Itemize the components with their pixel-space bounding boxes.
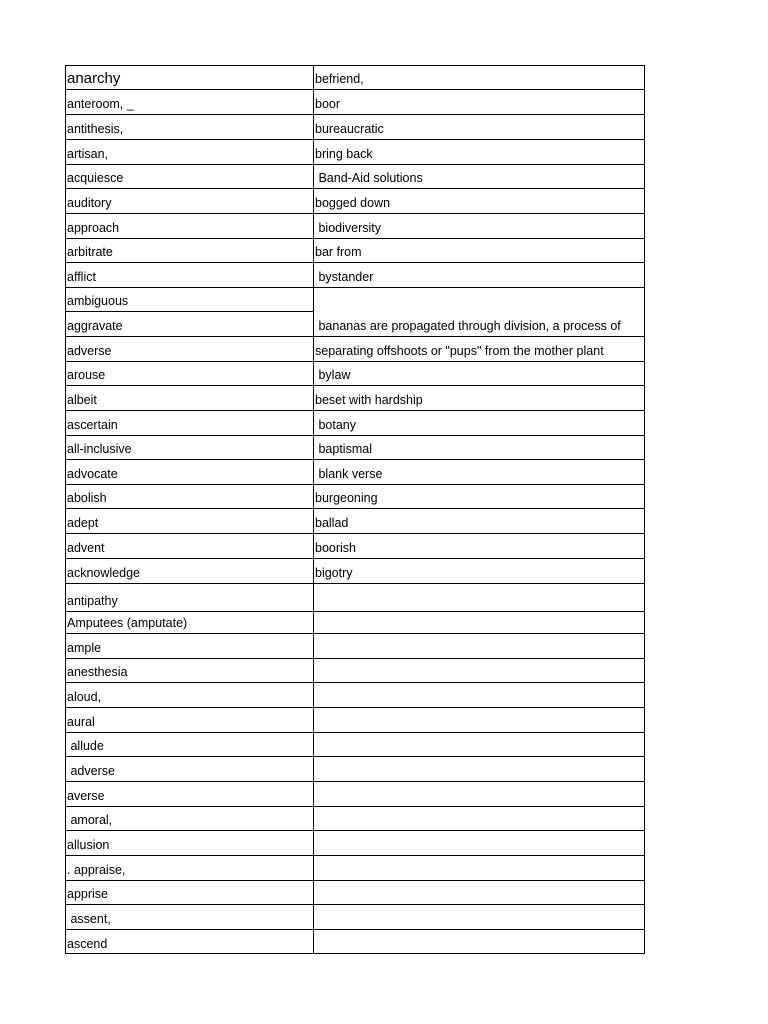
- table-cell-left: [65, 311, 313, 336]
- table-cell-left-text: adverse: [67, 763, 115, 778]
- table-cell-right: [313, 484, 645, 508]
- table-cell-right-text: bar from: [315, 244, 362, 259]
- table-cell-right: [313, 336, 645, 361]
- table-cell-right-text: bigotry: [315, 565, 353, 580]
- table-cell-left-text: ambiguous: [67, 293, 129, 308]
- table-cell-left-text: aural: [67, 714, 95, 729]
- table-cell-left: [65, 385, 313, 410]
- table-right-border: [644, 65, 645, 954]
- table-cell-left-text: abolish: [67, 490, 107, 505]
- table-cell-left: [65, 633, 313, 658]
- table-cell-left-text: all-inclusive: [67, 441, 132, 456]
- table-cell-right-empty: [313, 806, 645, 830]
- table-cell-right: [313, 410, 645, 435]
- table-cell-left: [65, 830, 313, 855]
- table-cell-right-text: biodiversity: [315, 220, 381, 235]
- table-cell-right-empty: [313, 929, 645, 954]
- table-cell-right: [313, 459, 645, 484]
- table-cell-right-empty: [313, 830, 645, 855]
- table-cell-left: [65, 410, 313, 435]
- table-cell-right-empty: [313, 732, 645, 756]
- table-cell-left-text: arouse: [67, 367, 106, 382]
- table-cell-right-empty: [313, 682, 645, 707]
- table-cell-left-text: antithesis,: [67, 121, 124, 136]
- table-cell-right-text: boor: [315, 96, 341, 111]
- table-cell-left-text: approach: [67, 220, 120, 235]
- table-cell-left: [65, 508, 313, 533]
- table-cell-right: [313, 435, 645, 459]
- table-cell-right-empty: [313, 756, 645, 781]
- table-cell-right-text: bogged down: [315, 195, 391, 210]
- table-cell-right-text: bananas are propagated through division, a process of: [315, 318, 621, 333]
- table-cell-right-empty: [313, 707, 645, 732]
- table-cell-left-text: auditory: [67, 195, 112, 210]
- table-cell-left-text: Amputees (amputate): [67, 615, 188, 630]
- table-cell-left-text: averse: [67, 788, 105, 803]
- table-cell-right-empty: [313, 880, 645, 904]
- table-cell-right-empty: [313, 781, 645, 806]
- table-cell-right: [313, 287, 645, 336]
- table-cell-right-text: botany: [315, 417, 357, 432]
- table-cell-right-text: bureaucratic: [315, 121, 384, 136]
- table-cell-left-text: artisan,: [67, 146, 108, 161]
- table-cell-right: [313, 361, 645, 385]
- table-cell-left: [65, 806, 313, 830]
- table-cell-left: [65, 732, 313, 756]
- table-cell-left-text: anesthesia: [67, 664, 128, 679]
- table-cell-left: [65, 114, 313, 139]
- table-cell-right: [313, 164, 645, 188]
- table-cell-left-text: antipathy: [67, 593, 118, 608]
- table-cell-left-text: aggravate: [67, 318, 123, 333]
- table-cell-right-empty: [313, 611, 645, 633]
- table-cell-left-text: afflict: [67, 269, 96, 284]
- table-cell-right-empty: [313, 904, 645, 929]
- table-cell-right-text: bylaw: [315, 367, 351, 382]
- table-cell-left: [65, 262, 313, 287]
- table-cell-left: [65, 855, 313, 880]
- table-cell-right: [313, 213, 645, 238]
- table-cell-left-text: adverse: [67, 343, 112, 358]
- table-cell-left: [65, 484, 313, 508]
- table-cell-right-text: burgeoning: [315, 490, 378, 505]
- table-cell-left: [65, 756, 313, 781]
- table-cell-left: [65, 435, 313, 459]
- table-cell-right-empty: [313, 855, 645, 880]
- table-cell-left: [65, 904, 313, 929]
- table-cell-left: [65, 558, 313, 583]
- table-cell-left-text: aloud,: [67, 689, 102, 704]
- table-cell-right-empty: [313, 633, 645, 658]
- table-cell-left: [65, 781, 313, 806]
- table-cell-left-text: amoral,: [67, 812, 113, 827]
- table-cell-left: [65, 611, 313, 633]
- table-cell-left-text: albeit: [67, 392, 97, 407]
- table-cell-right-text: boorish: [315, 540, 356, 555]
- table-cell-left: [65, 707, 313, 732]
- table-cell-left: [65, 682, 313, 707]
- table-cell-right: [313, 533, 645, 558]
- table-cell-right-text: ballad: [315, 515, 349, 530]
- table-cell-left-text: apprise: [67, 886, 108, 901]
- table-cell-left-text: acknowledge: [67, 565, 140, 580]
- table-cell-right: [313, 139, 645, 164]
- table-cell-left: [65, 139, 313, 164]
- table-cell-left-text: allude: [67, 738, 104, 753]
- table-cell-left: [65, 533, 313, 558]
- table-cell-right: [313, 114, 645, 139]
- table-cell-right: [313, 238, 645, 262]
- table-cell-left-text: ascertain: [67, 417, 118, 432]
- table-cell-left: [65, 188, 313, 213]
- table-cell-left-text: ample: [67, 640, 102, 655]
- table-cell-right-text: bystander: [315, 269, 374, 284]
- table-cell-right-empty: [313, 583, 645, 611]
- table-bottom-border: [65, 953, 645, 954]
- table-cell-left: [65, 164, 313, 188]
- table-cell-left: [65, 361, 313, 385]
- table-cell-right-text: blank verse: [315, 466, 383, 481]
- vocabulary-table: [65, 65, 645, 954]
- table-cell-right: [313, 558, 645, 583]
- table-cell-right: [313, 262, 645, 287]
- table-cell-left-text: advocate: [67, 466, 118, 481]
- table-cell-left-text: acquiesce: [67, 170, 124, 185]
- table-cell-left: [65, 880, 313, 904]
- table-cell-right-text: bring back: [315, 146, 373, 161]
- table-cell-left: [65, 658, 313, 682]
- table-cell-right-empty: [313, 658, 645, 682]
- table-cell-right: [313, 508, 645, 533]
- table-cell-right: [313, 65, 645, 89]
- table-cell-right: [313, 188, 645, 213]
- table-cell-left-text: . appraise,: [67, 862, 126, 877]
- table-cell-left: [65, 238, 313, 262]
- table-cell-right-text: befriend,: [315, 71, 364, 86]
- table-cell-left-text: allusion: [67, 837, 110, 852]
- table-cell-left-text: arbitrate: [67, 244, 113, 259]
- table-cell-left: [65, 336, 313, 361]
- table-cell-left: [65, 287, 313, 311]
- table-cell-left-text: adept: [67, 515, 99, 530]
- table-cell-right: [313, 89, 645, 114]
- table-cell-right-text: Band-Aid solutions: [315, 170, 423, 185]
- table-cell-left: [65, 65, 313, 89]
- table-cell-left: [65, 213, 313, 238]
- table-cell-left: [65, 459, 313, 484]
- table-cell-right: [313, 385, 645, 410]
- table-cell-left-text: advent: [67, 540, 105, 555]
- table-cell-right-text: baptismal: [315, 441, 372, 456]
- table-cell-right-text: separating offshoots or "pups" from the mother plant: [315, 343, 604, 358]
- table-cell-left: [65, 89, 313, 114]
- table-cell-left: [65, 929, 313, 954]
- table-grid: [65, 65, 645, 954]
- table-cell-left-text: ascend: [67, 936, 108, 951]
- table-cell-left-text: anarchy: [67, 70, 121, 87]
- table-cell-left-text: assent,: [67, 911, 111, 926]
- table-cell-left: [65, 583, 313, 611]
- table-cell-left-text: anteroom, _: [67, 96, 134, 111]
- table-cell-right-text: beset with hardship: [315, 392, 423, 407]
